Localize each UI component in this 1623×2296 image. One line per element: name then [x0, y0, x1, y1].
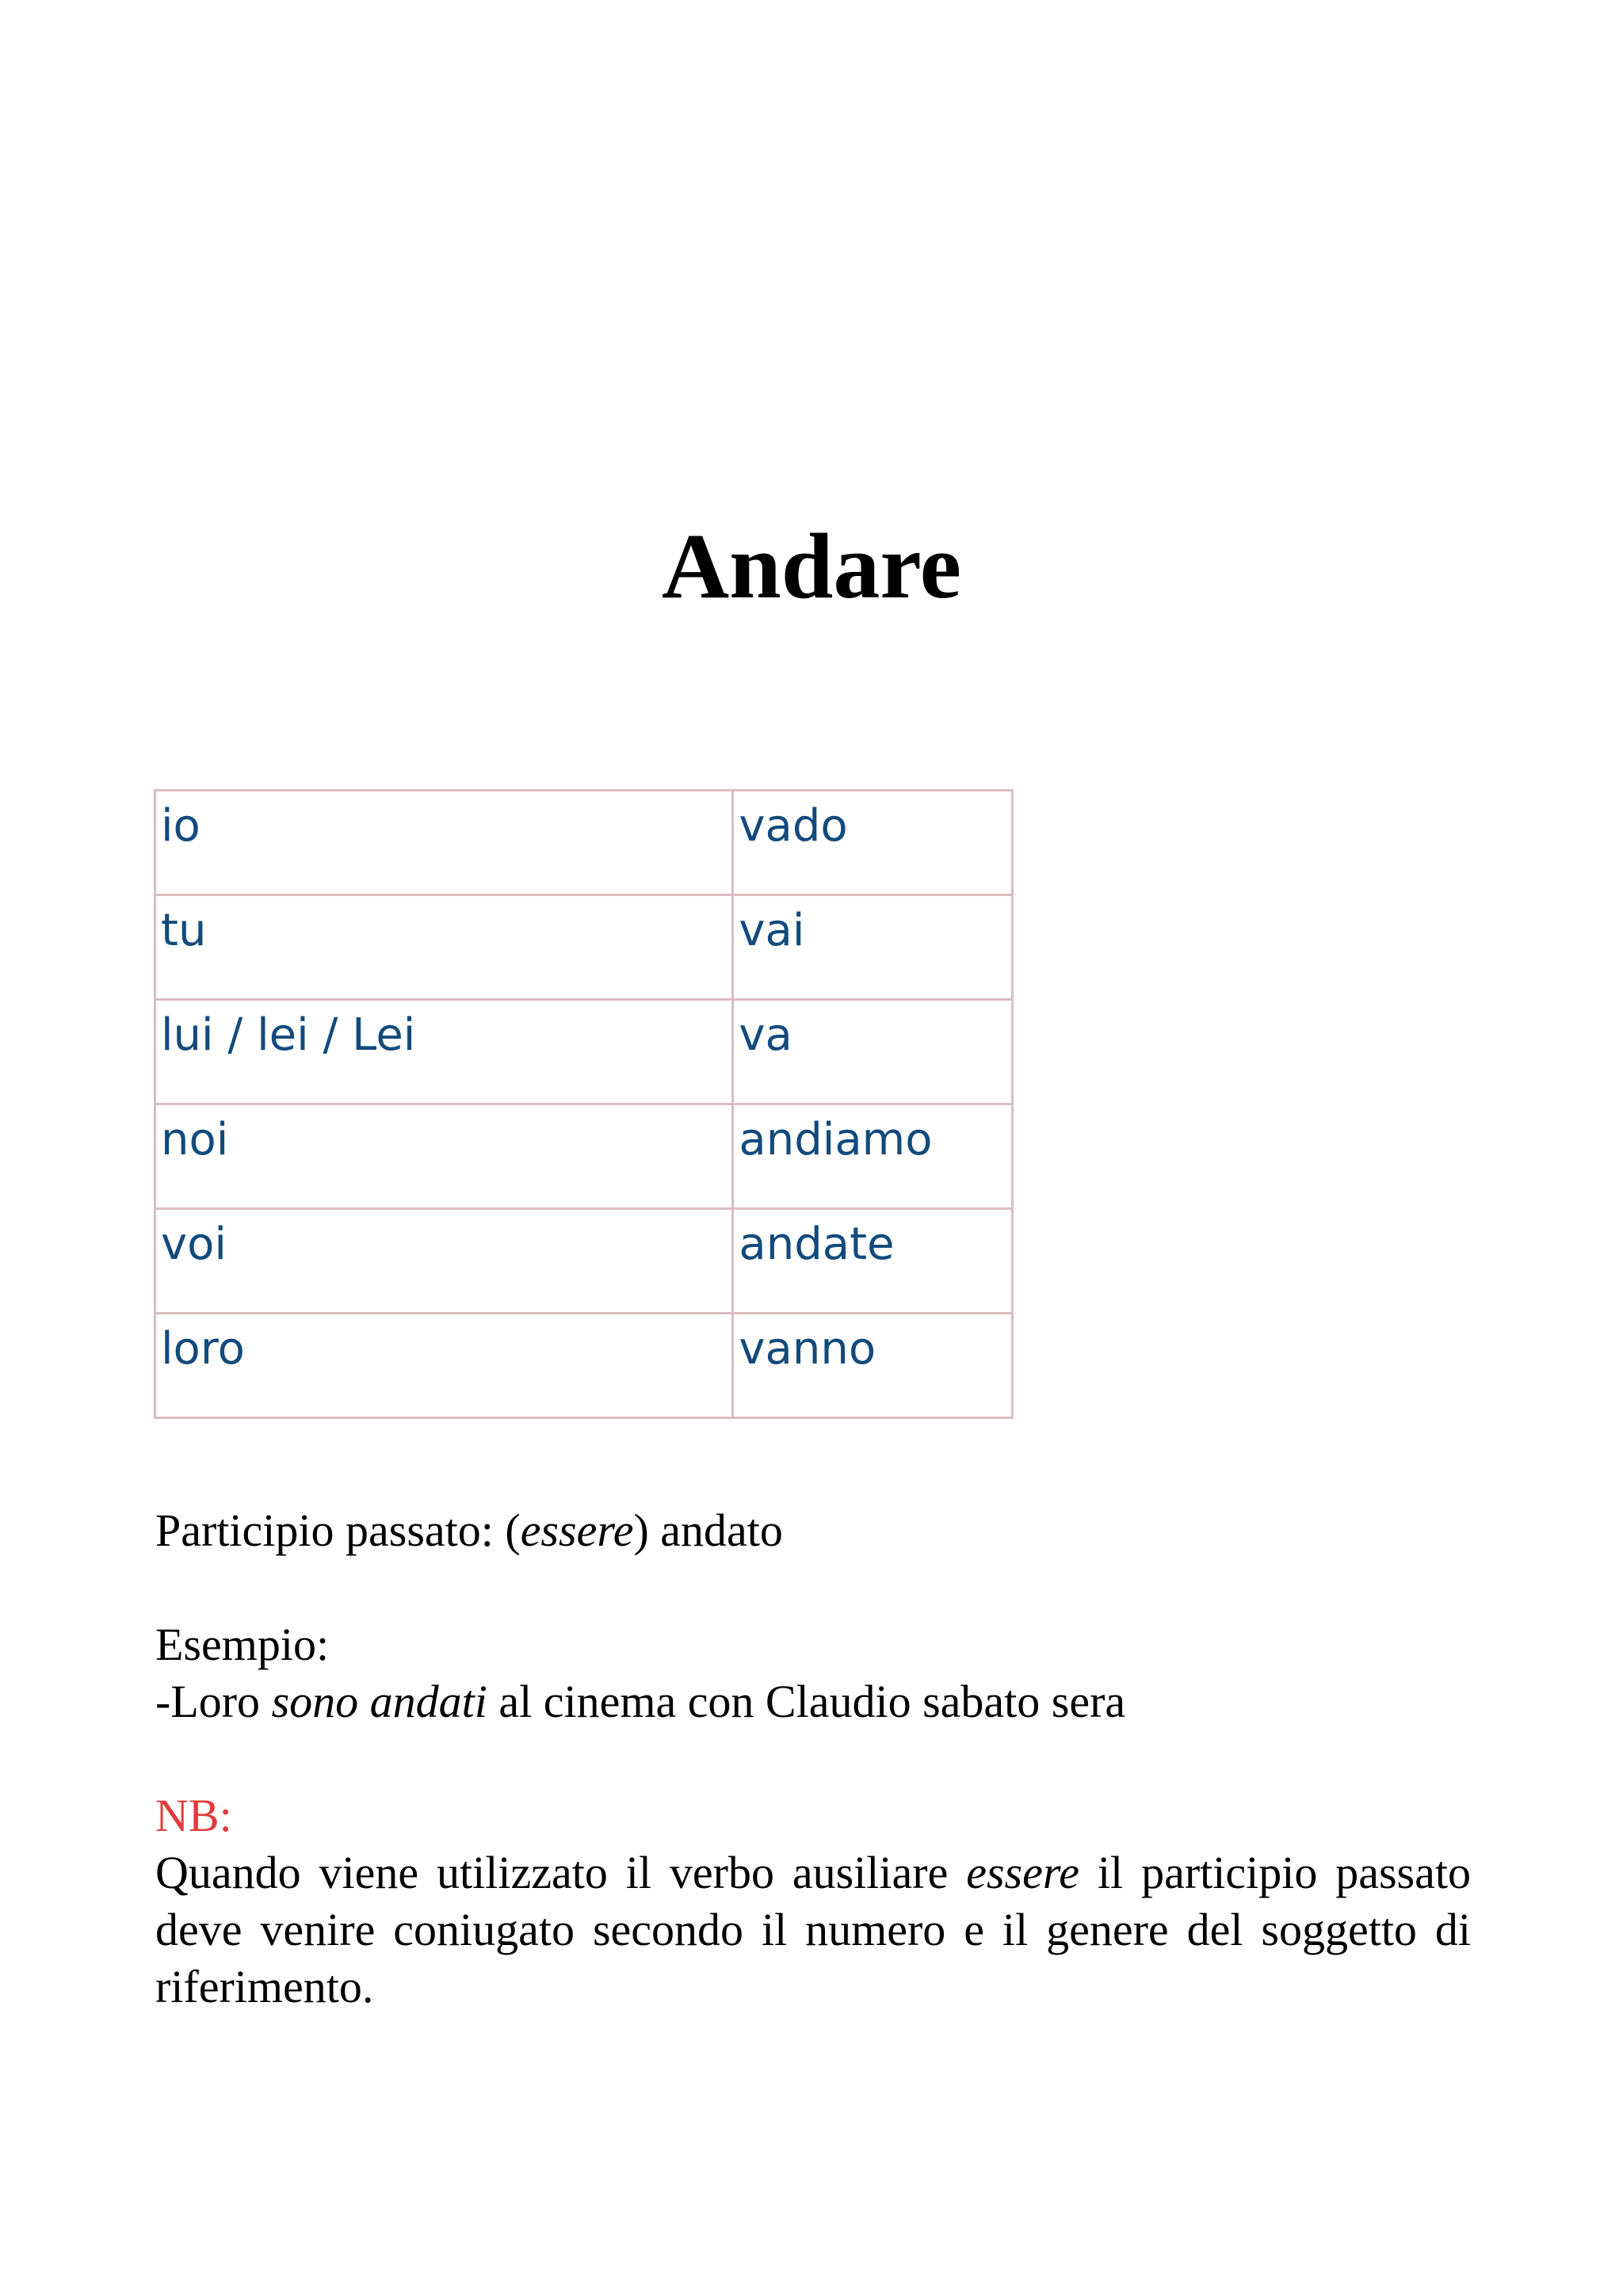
participle-auxiliary: essere [520, 1505, 634, 1556]
verb-form-cell: andate [733, 1209, 1013, 1314]
pronoun-cell: loro [155, 1314, 733, 1418]
participle-line [155, 1502, 1471, 1559]
example-verb: sono andati [271, 1676, 487, 1727]
example-suffix: al cinema con Claudio sabato sera [487, 1676, 1126, 1727]
verb-form-cell: andiamo [733, 1104, 1013, 1209]
participle-label: Participio passato: ( [155, 1505, 521, 1556]
pronoun-cell: lui / lei / Lei [155, 1000, 733, 1104]
example-block [155, 1616, 1471, 1730]
table-row [155, 895, 1013, 1000]
verb-form-cell: vai [733, 895, 1013, 1000]
table-row [155, 791, 1013, 895]
note-emphasis: essere [966, 1847, 1080, 1898]
pronoun-cell: io [155, 791, 733, 895]
conjugation-table [154, 789, 1014, 1419]
participle-value: ) andato [633, 1505, 783, 1556]
verb-form-cell: vanno [733, 1314, 1013, 1418]
table-row [155, 1314, 1013, 1418]
verb-form-cell: va [733, 1000, 1013, 1104]
pronoun-cell: noi [155, 1104, 733, 1209]
table-row [155, 1104, 1013, 1209]
verb-form-cell: vado [733, 791, 1013, 895]
page-title: Andare [661, 514, 962, 618]
table-row [155, 1209, 1013, 1314]
example-prefix: -Loro [155, 1676, 272, 1727]
note-text [155, 1844, 1471, 2016]
note-block [155, 1787, 1471, 2016]
pronoun-cell: tu [155, 895, 733, 1000]
example-label: Esempio: [155, 1619, 330, 1670]
example-sentence [155, 1673, 1471, 1730]
table-row [155, 1000, 1013, 1104]
note-label: NB: [155, 1790, 232, 1841]
note-text-after: il participio passato deve venire coniugato secondo il numero e il genere del soggetto di riferimento. [155, 1847, 1471, 2012]
note-text-before: Quando viene utilizzato il verbo ausiliare [155, 1847, 967, 1898]
pronoun-cell: voi [155, 1209, 733, 1314]
